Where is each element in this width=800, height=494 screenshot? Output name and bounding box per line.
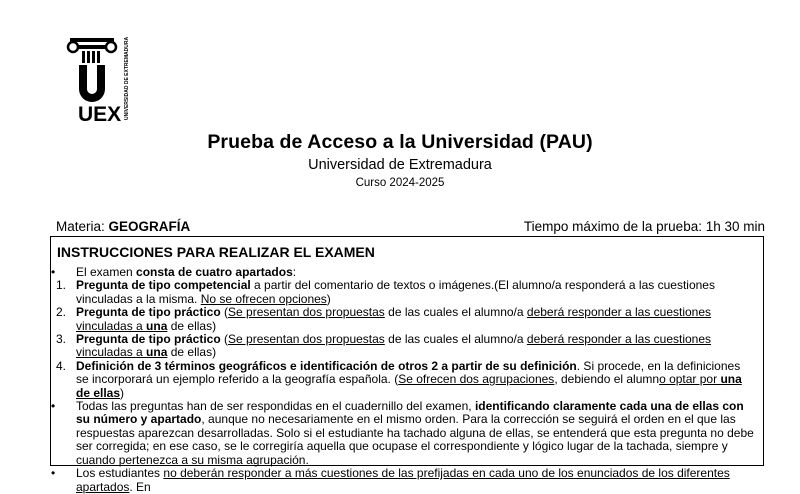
question-text: a partir del comentario de textos o imágenes.(El alumno/a responderá a las cuestiones vinculadas a la misma. [76, 278, 715, 306]
question-text: de las cuales el alumno/a [384, 305, 527, 320]
question-emphasis: una [146, 318, 168, 333]
intro-item [50, 266, 764, 279]
bullet-icon: • [51, 399, 56, 414]
intro-bold: consta de cuatro apartados [136, 265, 293, 279]
bullet-icon: • [51, 265, 56, 279]
question-type: Pregunta de tipo práctico [76, 332, 221, 347]
logo-text: UEX [78, 103, 122, 123]
bullet-icon: • [51, 466, 56, 481]
question-emphasis: una de ellas [76, 372, 742, 400]
note-text: , aunque no necesariamente en el mismo orden. Para la corrección se seguirá el orden en el que las respuestas aparezcan desarrolladas. Solo si el estudiante ha tachado alguna de ellas, se entenderá que esta pregunta no debe ser corregida; en ese caso, se le corregiría aquella que ocupase el correspondiente y lógico lugar de la tachada, siempre y cuando pertenezca a su misma agrupación. [76, 412, 754, 467]
question-text: . Si procede, en la definiciones se incorporará un ejemplo referido a la geografía española. ( [76, 358, 741, 387]
question-type: Pregunta de tipo práctico [76, 305, 221, 320]
time-limit: Tiempo máximo de la prueba: 1h 30 min [523, 219, 765, 234]
question-end: ) [326, 291, 331, 306]
page-subtitle: Universidad de Extremadura [308, 157, 492, 173]
note-text: Todas las preguntas han de ser respondidas en el cuadernillo del examen, [76, 399, 475, 414]
note-bold: identificando claramente cada una de ellas con su número y apartado [76, 399, 744, 427]
note-1 [50, 400, 764, 467]
question-number: 4. [56, 358, 67, 373]
note-2 [50, 467, 764, 494]
subject [56, 219, 190, 234]
question-note: No se ofrecen opciones [200, 291, 327, 306]
question-text: , debiendo el alumn [554, 372, 660, 387]
note-text: Los estudiantes [76, 466, 164, 481]
question-1 [50, 279, 764, 306]
subject-value: GEOGRAFÍA [108, 219, 191, 234]
question-note: deberá responder a las cuestiones vinculadas a [76, 305, 712, 333]
university-logo [64, 37, 134, 123]
instructions-content [50, 266, 764, 494]
question-type: Definición de 3 términos geográficos e identificación de otros 2 a partir de su definición [76, 358, 577, 373]
question-note: Se presentan dos propuestas [228, 305, 385, 320]
question-end: de ellas) [167, 345, 217, 360]
exam-meta [56, 219, 765, 234]
question-note: Se ofrecen dos agrupaciones [398, 372, 555, 387]
instructions-title: INSTRUCCIONES PARA REALIZAR EL EXAMEN [57, 244, 375, 260]
course-label: Curso 2024-2025 [355, 177, 445, 189]
question-text: ( [220, 332, 229, 347]
question-2 [50, 306, 764, 333]
intro-end: : [292, 265, 297, 279]
question-text: ( [220, 305, 229, 320]
intro-text: El examen [76, 265, 137, 279]
question-emphasis: una [146, 345, 168, 360]
question-3 [50, 333, 764, 360]
question-number: 2. [56, 305, 67, 320]
question-number: 1. [56, 278, 67, 293]
question-end: de ellas) [167, 318, 217, 333]
logo-side-text: UNIVERSIDAD DE EXTREMADURA [124, 37, 130, 120]
question-4 [50, 360, 764, 400]
question-end: ) [120, 385, 125, 400]
question-note: deberá responder a las cuestiones vinculadas a [76, 332, 712, 360]
question-note: o optar por [659, 372, 721, 387]
subject-label: Materia: [56, 219, 109, 234]
question-text: de las cuales el alumno/a [384, 332, 527, 347]
question-note: Se presentan dos propuestas [228, 332, 385, 347]
note-underlined: no deberán responder a más cuestiones de las prefijadas en cada uno de los enunciados de los diferentes apartados [76, 466, 730, 494]
note-text: . En [129, 479, 151, 494]
question-type: Pregunta de tipo competencial [76, 278, 251, 293]
page-title: Prueba de Acceso a la Universidad (PAU) [207, 131, 593, 153]
question-number: 3. [56, 332, 67, 347]
